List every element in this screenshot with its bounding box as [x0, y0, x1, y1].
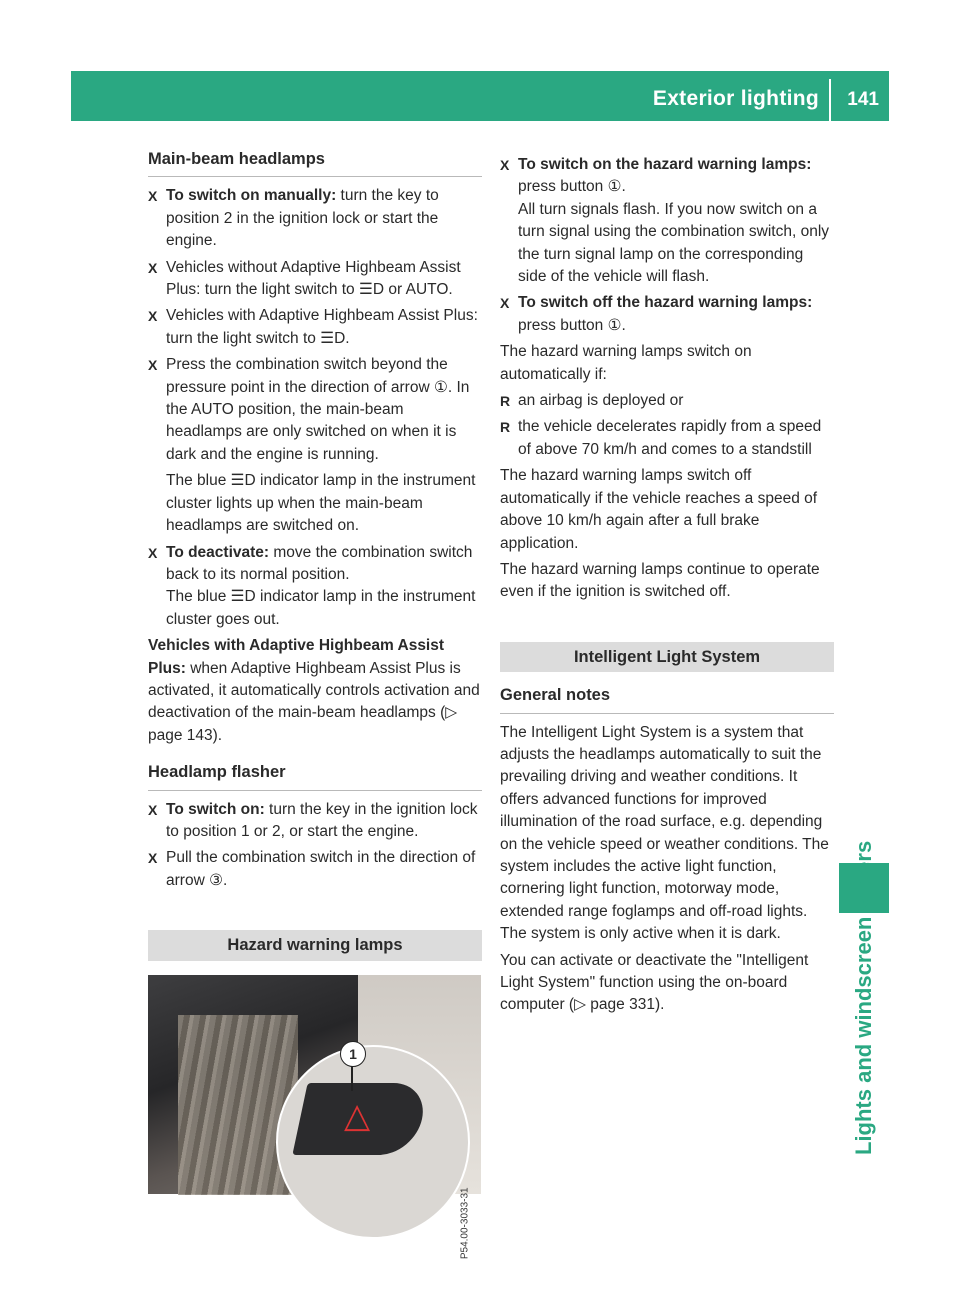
flasher-step-1: [148, 799, 482, 844]
bullet-marker: R: [500, 419, 511, 436]
page-number: 141: [847, 89, 879, 110]
adaptive-highbeam-note: [148, 635, 482, 747]
note-text: when Adaptive Highbeam Assist Plus is activated, it automatically controls activation and deactivation of the main-beam headlamps (▷ page 143).: [148, 659, 480, 744]
main-beam-step-3: [148, 305, 482, 350]
callout-line: [351, 1065, 353, 1091]
step-bold: To switch on manually:: [166, 187, 337, 205]
main-beam-step-deactivate: [148, 542, 482, 632]
step-text: move the combination switch back to its normal position.: [166, 543, 473, 583]
bullet-text: an airbag is deployed or: [518, 392, 684, 410]
hazard-title: Hazard warning lamps: [148, 930, 482, 960]
step-text: turn the key in the ignition lock to position 1 or 2, or start the engine.: [166, 800, 478, 840]
left-column: [148, 148, 482, 1260]
callout-1: 1: [340, 1041, 366, 1067]
step-marker: X: [148, 801, 158, 818]
ils-paragraph-1: The Intelligent Light System is a system that adjusts the headlamps automatically to suit the prevailing driving and weather conditions. It offers advanced functions for improved illumination of the road surface, e.g. depending on the vehicle speed or weather conditions. The system includes the active light function, cornering light function, motorway mode, extended range foglamps and off-road lights. The system is only active when it is dark.: [500, 723, 829, 943]
header-title: Exterior lighting: [652, 87, 819, 110]
step-marker: X: [148, 259, 158, 276]
main-beam-step-1: [148, 185, 482, 252]
main-beam-note-indicator: [148, 470, 482, 537]
step-text: press button ①.: [518, 178, 626, 196]
continue-text: The hazard warning lamps continue to operate even if the ignition is switched off.: [500, 560, 820, 601]
auto-off-text: The hazard warning lamps switch off automatically if the vehicle reaches a speed of above 10 km/h again after a full brake application.: [500, 467, 818, 552]
hazard-triangle-icon: △: [344, 1096, 371, 1135]
step-text: Pull the combination switch in the direction of arrow ③.: [166, 849, 476, 889]
step-followup: All turn signals flash. If you now switch on a turn signal using the combination switch, only the turn signal lamp on the corresponding side of the vehicle will flash.: [518, 200, 830, 286]
hazard-step-on: [500, 154, 834, 288]
step-text: Vehicles with Adaptive Highbeam Assist Plus: turn the light switch to ☰D.: [166, 307, 478, 347]
step-text: Vehicles without Adaptive Highbeam Assist Plus: turn the light switch to ☰D or AUTO.: [166, 258, 461, 299]
bullet-decelerate: [500, 416, 834, 461]
ils-paragraph-2: You can activate or deactivate the "Intelligent Light System" function using the on-board computer (▷ page 331).: [500, 951, 809, 1014]
step-marker: X: [500, 157, 510, 173]
main-beam-step-2: [148, 257, 482, 302]
step-text: Press the combination switch beyond the pressure point in the direction of arrow ①. In the AUTO position, the main-beam headlamps are only switched on when it is dark and the engine is running.: [166, 356, 470, 463]
step-marker: X: [148, 188, 158, 205]
step-text: turn the key to position 2 in the ignition lock or start the engine.: [166, 187, 439, 250]
step-marker: X: [148, 850, 158, 867]
right-column: [500, 148, 834, 1017]
photo-code: P54.00-3033-31: [459, 1187, 471, 1260]
step-marker: X: [148, 544, 158, 561]
page-header: [71, 71, 889, 121]
side-tab: [839, 121, 889, 1181]
auto-on-text: The hazard warning lamps switch on automatically if:: [500, 343, 752, 383]
main-beam-step-4: [148, 354, 482, 466]
main-beam-title: Main-beam headlamps: [148, 148, 482, 177]
step-text: The blue ☰D indicator lamp in the instrument cluster lights up when the main-beam headlamps are switched on.: [166, 472, 476, 535]
hazard-button-photo: [148, 975, 481, 1260]
photo-code-wrap: [459, 975, 481, 1260]
note-bold: Vehicles with Adaptive Highbeam Assist Plus:: [148, 637, 445, 677]
step-bold: To switch off the hazard warning lamps:: [518, 294, 813, 312]
ils-subtitle: General notes: [500, 684, 834, 713]
step-bold: To switch on:: [166, 800, 265, 818]
hazard-step-off: [500, 292, 834, 337]
bullet-text: the vehicle decelerates rapidly from a speed of above 70 km/h and comes to a standstill: [518, 418, 822, 458]
step-marker: X: [500, 295, 510, 312]
side-tab-label: Lights and windscreen wipers: [851, 840, 876, 1155]
step-text: press button ①.: [518, 316, 626, 334]
step-bold: To deactivate:: [166, 543, 270, 561]
step-marker: X: [148, 357, 158, 374]
step-followup: The blue ☰D indicator lamp in the instrument cluster goes out.: [166, 588, 476, 628]
flasher-title: Headlamp flasher: [148, 761, 482, 790]
header-separator: [829, 79, 831, 121]
flasher-step-2: [148, 847, 482, 892]
bullet-marker: R: [500, 393, 511, 410]
ils-title: Intelligent Light System: [500, 642, 834, 672]
step-bold: To switch on the hazard warning lamps:: [518, 156, 812, 173]
bullet-airbag: [500, 390, 834, 412]
step-marker: X: [148, 308, 158, 325]
